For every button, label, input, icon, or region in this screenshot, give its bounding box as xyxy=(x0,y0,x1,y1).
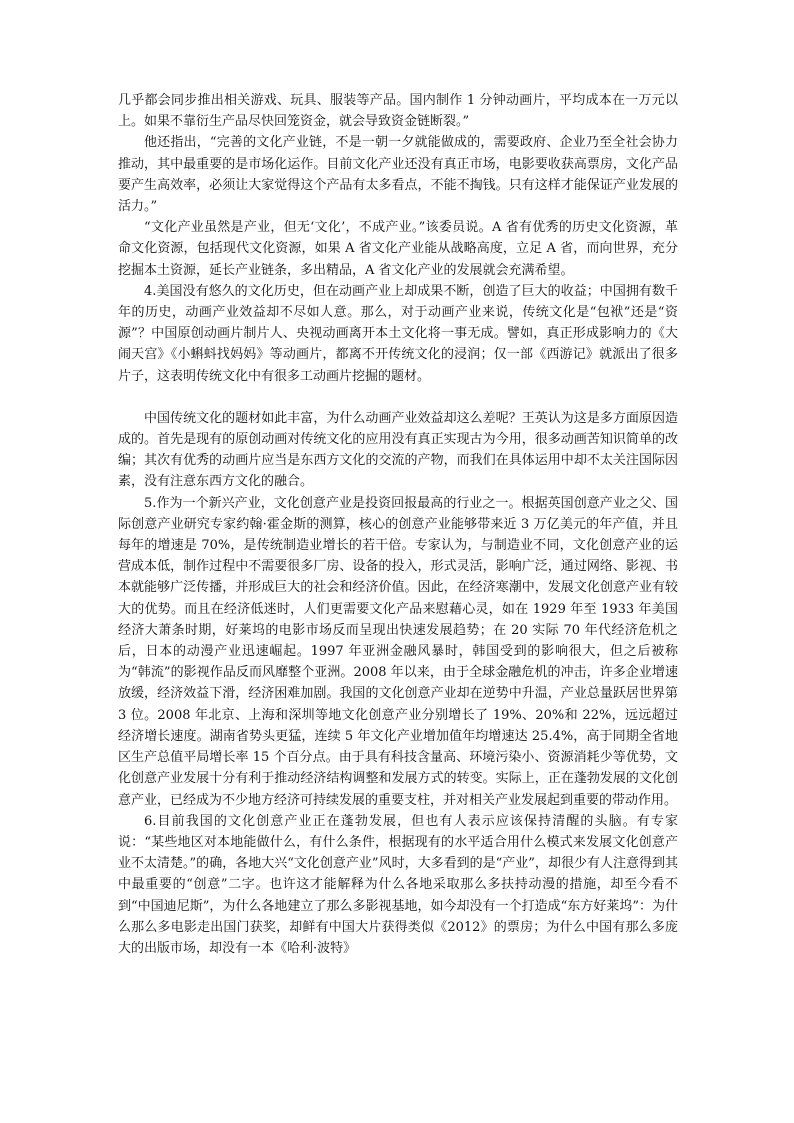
document-page xyxy=(118,90,678,959)
paragraph-1: 几乎都会同步推出相关游戏、玩具、服装等产品。国内制作 1 分钟动画片，平均成本在一万元以上。如果不靠衍生产品尽快回笼资金，就会导致资金链断裂。” xyxy=(118,93,678,130)
paragraph-2: 他还指出，“完善的文化产业链，不是一朝一夕就能做成的，需要政府、企业乃至全社会协力推动，其中最重要的是市场化运作。目前文化产业还没有真正市场，电影要收获高票房，文化产品要产生高效率，必须让大家觉得这个产品有太多看点，不能不掏钱。只有这样才能保证产业发展的活力。” xyxy=(118,135,678,215)
paragraph-4: 4.美国没有悠久的文化历史，但在动画产业上却成果不断，创造了巨大的收益；中国拥有数千年的历史，动画产业效益却不尽如人意。那么，对于动画产业来说，传统文化是“包袱”还是“资源”？中国原创动画片制片人、央视动画离开本土文化将一事无成。譬如，真正形成影响力的《大闹天宫》《小蝌蚪找妈妈》等动画片，都离不开传统文化的浸润；仅一部《西游记》就派出了很多片子，这表明传统文化中有很多工动画片挖掘的题材。 xyxy=(118,283,678,384)
paragraph-6: 5.作为一个新兴产业，文化创意产业是投资回报最高的行业之一。根据英国创意产业之父、国际创意产业研究专家约翰·霍金斯的测算，核心的创意产业能够带来近 3 万亿美元的年产值，并且每年的增速是 70%，是传统制造业增长的若干倍。专家认为，与制造业不同，文化创意产业的运营成本低，制作过程中不需要很多厂房、设备的投入，形式灵活，影响广泛，通过网络、影视、书本就能够广泛传播，并形成巨大的社会和经济价值。因此，在经济寒潮中，发展文化创意产业有较大的优势。而且在经济低迷时，人们更需要文化产品来慰藉心灵，如在 1929 年至 1933 年美国经济大萧条时期，好莱坞的电影市场反而呈现出快速发展趋势；在 20 实际 70 年代经济危机之后，日本的动漫产业迅速崛起。1997 年亚洲金融风暴时，韩国受到的影响很大，但之后被称为“韩流”的影视作品反而风靡整个亚洲。2008 年以来，由于全球金融危机的冲击，许多企业增速放缓，经济效益下滑，经济困难加剧。我国的文化创意产业却在逆势中升温，产业总量跃居世界第 3 位。2008 年北京、上海和深圳等地文化创意产业分别增长了 19%、20%和 22%，远远超过经济增长速度。湖南省势头更猛，连续 5 年文化产业增加值年均增速达 25.4%，高于同期全省地区生产总值平局增长率 15 个百分点。由于具有科技含量高、环境污染小、资源消耗少等优势，文化创意产业发展十分有利于推动经济结构调整和发展方式的转变。实际上，正在蓬勃发展的文化创意产业，已经成为不少地方经济可持续发展的重要支柱，并对相关产业发展起到重要的带动作用。 xyxy=(118,495,678,808)
paragraph-7: 6.目前我国的文化创意产业正在蓬勃发展，但也有人表示应该保持清醒的头脑。有专家说：“某些地区对本地能做什么，有什么条件，根据现有的水平适合用什么模式来发展文化创意产业不太清楚。”的确，各地大兴“文化创意产业”风时，大多看到的是“产业”，却很少有人注意得到其中最重要的“创意”二字。也许这才能解释为什么各地采取那么多扶持动漫的措施，却至今看不到“中国迪尼斯”，为什么各地建立了那么多影视基地，如今却没有一个打造成“东方好莱坞”：为什么那么多电影走出国门获奖，却鲜有中国大片获得类似《2012》的票房；为什么中国有那么多庞大的出版市场，却没有一本《哈利·波特》 xyxy=(118,813,678,956)
paragraph-3: “文化产业虽然是产业，但无‘文化’，不成产业。”该委员说。A 省有优秀的历史文化资源，革命文化资源，包括现代文化资源，如果 A 省文化产业能从战略高度，立足 A 省，而向世界，充分挖掘本土资源，延长产业链条，多出精品，A 省文化产业的发展就会充满希望。 xyxy=(118,220,678,278)
paragraph-5: 中国传统文化的题材如此丰富，为什么动画产业效益却这么差呢？王英认为这是多方面原因造成的。首先是现有的原创动画对传统文化的应用没有真正实现古为今用，很多动画苦知识简单的改编；其次有优秀的动画片应当是东西方文化的交流的产物，而我们在具体运用中却不太关注国际因素，没有注意东西方文化的融合。 xyxy=(118,410,678,490)
